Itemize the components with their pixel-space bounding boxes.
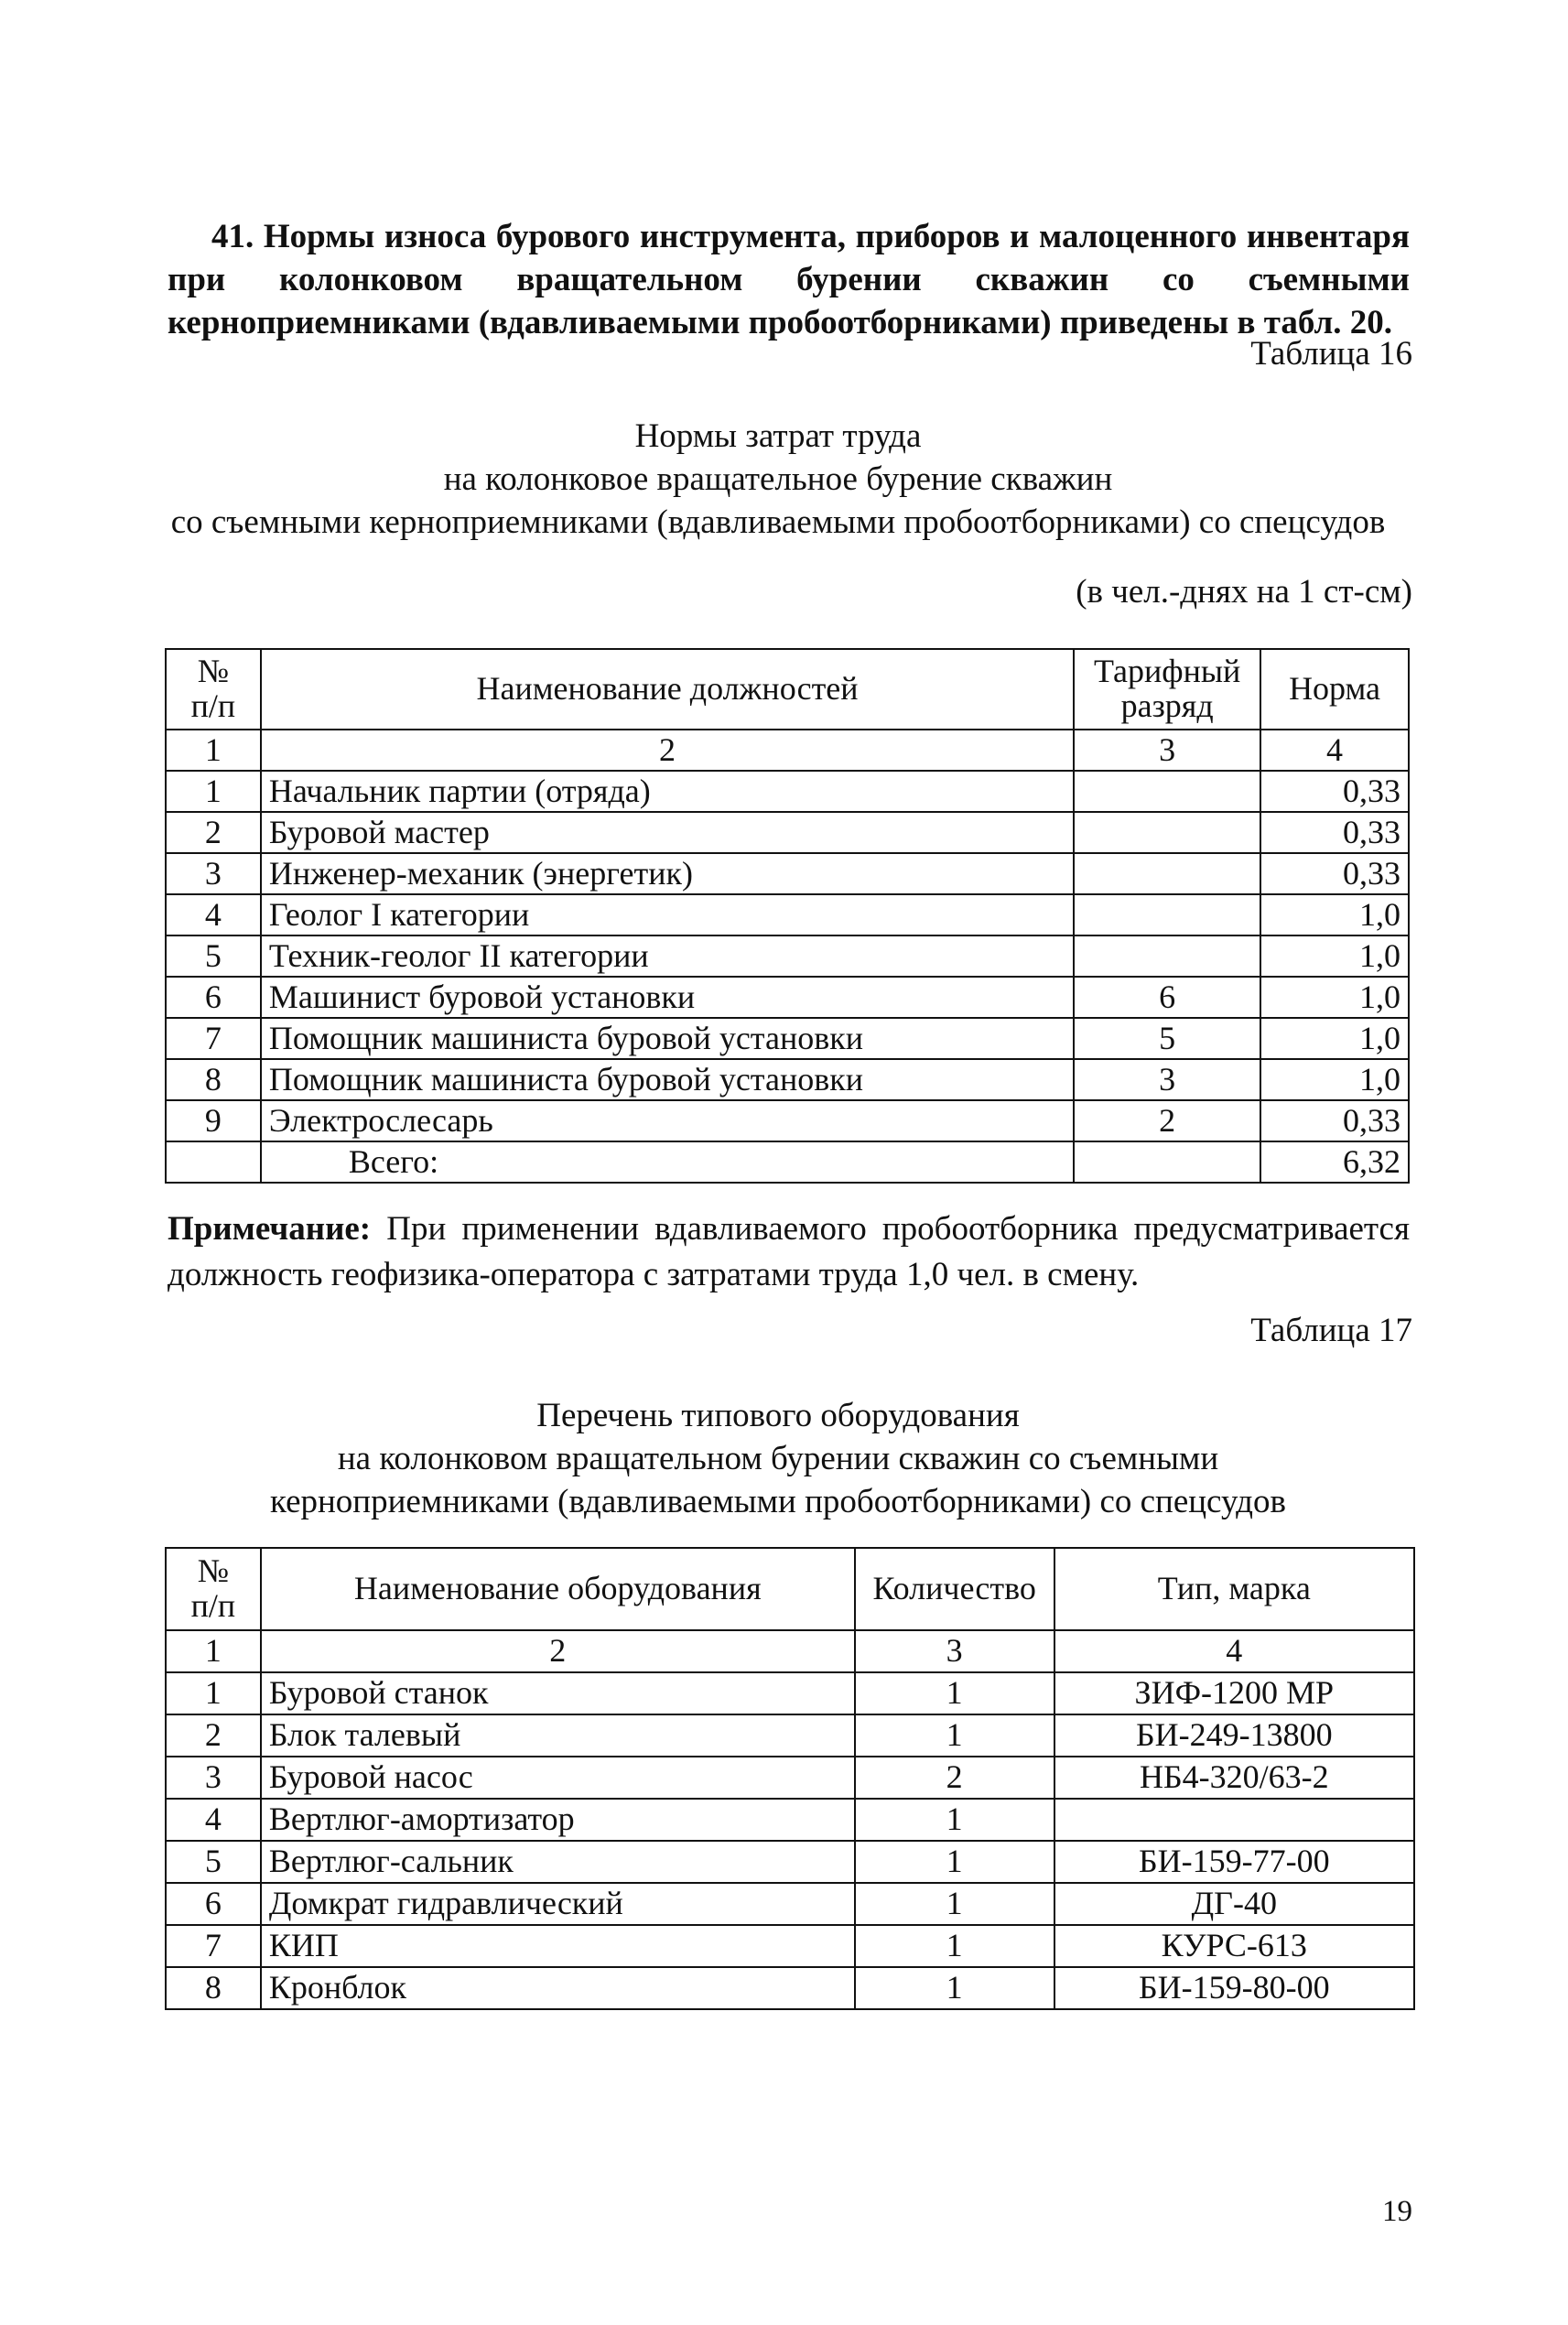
caption-line: со съемными керноприемниками (вдавливаемыми пробоотборниками) со спецсудов	[170, 503, 1386, 541]
paragraph-41: 41. Нормы износа бурового инструмента, приборов и малоценного инвентаря при колонковом вращательном бурении скважин со съемными керноприемниками (вдавливаемыми пробоотборниками) приведены в табл. 20.	[168, 218, 1410, 341]
table-cell: ДГ-40	[1054, 1883, 1414, 1925]
note-text: При применении вдавливаемого пробоотборника предусматривается должность геофизика-оператора с затратами труда 1,0 чел. в смену.	[168, 1210, 1410, 1293]
table-cell: 9	[166, 1100, 261, 1141]
table-cell	[1074, 935, 1260, 977]
table-cell: 3	[1074, 1059, 1260, 1100]
total-label: Всего:	[261, 1141, 1074, 1183]
table-cell: 1	[855, 1883, 1054, 1925]
table-body	[166, 1672, 1414, 2009]
equipment-table	[165, 1547, 1415, 2010]
units-note: (в чел.-днях на 1 ст-см)	[1076, 573, 1412, 611]
table-cell	[1054, 1799, 1414, 1841]
table-cell: Вертлюг-амортизатор	[261, 1799, 855, 1841]
table-cell: 2	[166, 812, 261, 853]
table-cell: КУРС-613	[1054, 1925, 1414, 1967]
column-number: 1	[166, 730, 261, 771]
column-numbers-row	[166, 730, 1409, 771]
table-row	[166, 977, 1409, 1018]
table-cell: НБ4-320/63-2	[1054, 1757, 1414, 1799]
table-cell	[1074, 812, 1260, 853]
table-cell: 2	[1074, 1100, 1260, 1141]
table-row	[166, 1059, 1409, 1100]
table-row	[166, 1100, 1409, 1141]
table-cell: 4	[166, 894, 261, 935]
table-cell: 5	[1074, 1018, 1260, 1059]
note	[168, 1206, 1410, 1298]
table-cell: 1,0	[1260, 1059, 1409, 1100]
column-number: 4	[1054, 1630, 1414, 1672]
header-num: № п/п	[166, 1548, 261, 1630]
table-row	[166, 1967, 1414, 2009]
table-cell: 1	[855, 1799, 1054, 1841]
table-cell: Машинист буровой установки	[261, 977, 1074, 1018]
table-cell: 6	[1074, 977, 1260, 1018]
column-numbers-row	[166, 1630, 1414, 1672]
table-cell: Начальник партии (отряда)	[261, 771, 1074, 812]
table-16-label: Таблица 16	[1250, 335, 1412, 373]
table-row	[166, 1757, 1414, 1799]
table-cell: 5	[166, 935, 261, 977]
table-row	[166, 771, 1409, 812]
table-cell: Помощник машиниста буровой установки	[261, 1059, 1074, 1100]
table-cell: 3	[166, 1757, 261, 1799]
table-cell: КИП	[261, 1925, 855, 1967]
column-number: 2	[261, 730, 1074, 771]
table-cell: 1	[166, 1672, 261, 1714]
table-cell: 7	[166, 1925, 261, 1967]
table-row	[166, 894, 1409, 935]
table-row	[166, 1799, 1414, 1841]
caption-line: на колонковое вращательное бурение скважин	[443, 460, 1113, 498]
table-cell: 1	[855, 1967, 1054, 2009]
table-17-label: Таблица 17	[1250, 1312, 1412, 1349]
table-cell: 1,0	[1260, 1018, 1409, 1059]
table-cell	[1074, 853, 1260, 894]
total-row	[166, 1141, 1409, 1183]
caption-line: керноприемниками (вдавливаемыми пробоотборниками) со спецсудов	[270, 1483, 1286, 1520]
caption-line: на колонковом вращательном бурении скважин со съемными	[337, 1440, 1219, 1477]
header-norm: Норма	[1260, 649, 1409, 730]
total-empty-cell	[166, 1141, 261, 1183]
table-cell: Буровой станок	[261, 1672, 855, 1714]
table-cell: Помощник машиниста буровой установки	[261, 1018, 1074, 1059]
table-cell: Техник-геолог II категории	[261, 935, 1074, 977]
table-cell: 4	[166, 1799, 261, 1841]
header-equipment-name: Наименование оборудования	[261, 1548, 855, 1630]
header-quantity: Количество	[855, 1548, 1054, 1630]
table-cell: ЗИФ-1200 МР	[1054, 1672, 1414, 1714]
table-cell: 1	[855, 1672, 1054, 1714]
table-cell: 6	[166, 1883, 261, 1925]
labor-norms-table	[165, 648, 1410, 1184]
table-16-caption	[137, 415, 1419, 544]
table-cell: 8	[166, 1967, 261, 2009]
table-cell	[1074, 771, 1260, 812]
page-number: 19	[1382, 2195, 1412, 2228]
table-cell: 5	[166, 1841, 261, 1883]
table-row	[166, 1018, 1409, 1059]
table-cell: 6	[166, 977, 261, 1018]
table-cell: 8	[166, 1059, 261, 1100]
table-row	[166, 1672, 1414, 1714]
table-17-caption	[137, 1394, 1419, 1523]
table-cell: 1,0	[1260, 894, 1409, 935]
column-number: 4	[1260, 730, 1409, 771]
table-cell: БИ-159-77-00	[1054, 1841, 1414, 1883]
table-row	[166, 853, 1409, 894]
table-row	[166, 935, 1409, 977]
column-number: 3	[855, 1630, 1054, 1672]
table-cell: Домкрат гидравлический	[261, 1883, 855, 1925]
table-cell: БИ-159-80-00	[1054, 1967, 1414, 2009]
table-cell: Геолог I категории	[261, 894, 1074, 935]
table-cell: Вертлюг-сальник	[261, 1841, 855, 1883]
table-cell: 0,33	[1260, 1100, 1409, 1141]
column-number: 1	[166, 1630, 261, 1672]
total-norm: 6,32	[1260, 1141, 1409, 1183]
table-row	[166, 1883, 1414, 1925]
column-number: 2	[261, 1630, 855, 1672]
table-cell: Буровой мастер	[261, 812, 1074, 853]
caption-line: Перечень типового оборудования	[536, 1397, 1020, 1434]
table-header-row	[166, 1548, 1414, 1630]
table-cell: 1,0	[1260, 935, 1409, 977]
header-position-name: Наименование должностей	[261, 649, 1074, 730]
table-cell: Блок талевый	[261, 1714, 855, 1757]
header-num: № п/п	[166, 649, 261, 730]
table-row	[166, 1714, 1414, 1757]
table-cell: 1	[855, 1714, 1054, 1757]
table-cell: Кронблок	[261, 1967, 855, 2009]
table-cell: Инженер-механик (энергетик)	[261, 853, 1074, 894]
table-cell: 0,33	[1260, 812, 1409, 853]
note-label: Примечание:	[168, 1210, 372, 1248]
header-tariff-grade: Тарифный разряд	[1074, 649, 1260, 730]
table-cell: 2	[166, 1714, 261, 1757]
table-header-row	[166, 649, 1409, 730]
column-number: 3	[1074, 730, 1260, 771]
table-cell: 7	[166, 1018, 261, 1059]
table-cell: 1	[166, 771, 261, 812]
table-row	[166, 1925, 1414, 1967]
table-cell: 1,0	[1260, 977, 1409, 1018]
table-cell: 1	[855, 1925, 1054, 1967]
table-cell: 2	[855, 1757, 1054, 1799]
table-cell: 1	[855, 1841, 1054, 1883]
table-cell: Буровой насос	[261, 1757, 855, 1799]
caption-line: Нормы затрат труда	[634, 417, 922, 455]
header-type-brand: Тип, марка	[1054, 1548, 1414, 1630]
table-cell	[1074, 894, 1260, 935]
table-cell: Электрослесарь	[261, 1100, 1074, 1141]
table-body	[166, 771, 1409, 1141]
table-row	[166, 812, 1409, 853]
total-grade-cell	[1074, 1141, 1260, 1183]
table-cell: 0,33	[1260, 853, 1409, 894]
table-cell: 3	[166, 853, 261, 894]
table-row	[166, 1841, 1414, 1883]
table-cell: БИ-249-13800	[1054, 1714, 1414, 1757]
table-cell: 0,33	[1260, 771, 1409, 812]
